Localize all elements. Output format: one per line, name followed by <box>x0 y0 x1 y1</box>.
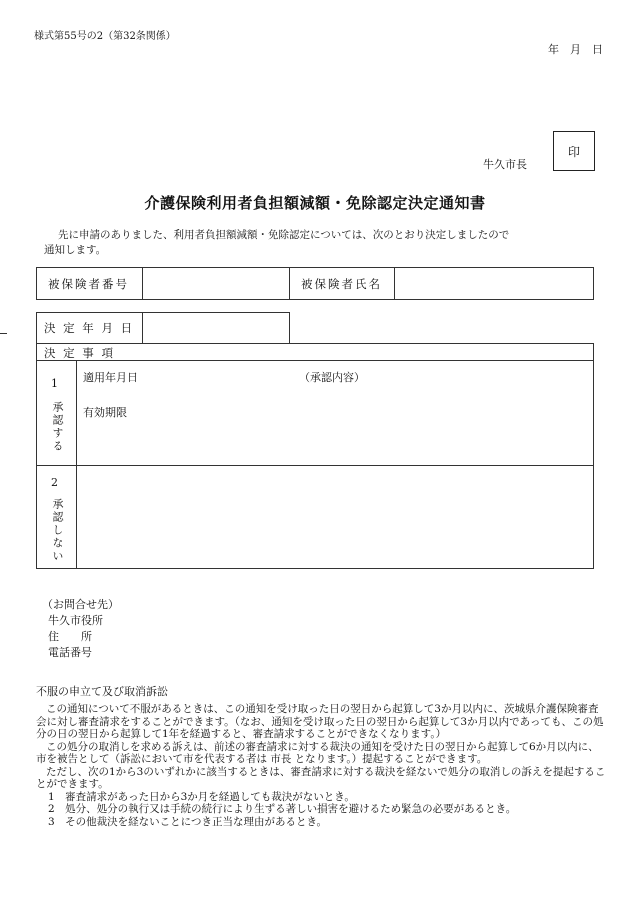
intro-line-2: 通知します。 <box>44 244 107 256</box>
objection-text <box>36 703 608 828</box>
decision-date-label-cell <box>36 312 143 344</box>
reject-label: 承認しない <box>51 498 64 563</box>
approval-content-label: （承認内容） <box>299 371 365 384</box>
date-line: 年 月 日 <box>548 43 603 56</box>
insured-number-label-cell <box>36 267 143 300</box>
objection-para-3: ただし、次の1から3のいずれかに該当するときは、審査請求に対する裁決を経ないで処分の取消しの訴えを提起することができます。 <box>36 765 606 790</box>
insured-name-field[interactable] <box>394 267 594 300</box>
decision-items-label: 決 定 事 項 <box>44 346 115 360</box>
decision-date-field[interactable] <box>142 312 290 344</box>
reject-content-cell[interactable] <box>76 465 594 569</box>
reject-label-cell <box>36 465 77 569</box>
intro-text <box>44 228 604 258</box>
document-title: 介護保険利用者負担額減額・免除認定決定通知書 <box>144 194 486 212</box>
inquiry-heading: （お問合せ先） <box>42 598 119 611</box>
objection-item-2: 2 処分、処分の執行又は手続の続行により生ずる著しい損害を避けるため緊急の必要があるとき。 <box>48 803 517 815</box>
seal-label: 印 <box>567 144 580 159</box>
apply-date-label: 適用年月日 <box>83 371 138 384</box>
objection-title: 不服の申立て及び取消訴訟 <box>36 685 168 698</box>
insured-name-label-cell <box>289 267 395 300</box>
insured-number-label: 被保険者番号 <box>48 277 129 291</box>
objection-item-3: 3 その他裁決を経ないことにつき正当な理由があるとき。 <box>48 815 328 828</box>
objection-para-1: この通知について不服があるときは、この通知を受け取った日の翌日から起算して3か月以内に、茨城県介護保険審査会に対し審査請求をすることができます。（なお、通知を受け取った日の翌日から起算して3か月以内であっても、この処分の日の翌日から起算して1年を経過すると、審査請求することができなくなります。） <box>36 703 604 740</box>
valid-period-label: 有効期限 <box>83 406 127 419</box>
inquiry-address-label: 住 所 <box>48 630 92 643</box>
margin-mark <box>0 333 7 334</box>
objection-item-1: 1 審査請求があった日から3か月を経過しても裁決がないとき。 <box>48 790 355 803</box>
decision-items-header <box>36 343 594 361</box>
approve-number: 1 <box>51 377 58 390</box>
form-number: 様式第55号の2（第32条関係） <box>34 31 176 42</box>
issuer-mayor: 牛久市長 <box>483 158 527 171</box>
approve-content-cell[interactable] <box>76 360 594 466</box>
intro-line-1: 先に申請のありました、利用者負担額減額・免除認定については、次のとおり決定しましたので <box>58 229 510 241</box>
approve-label: 承認する <box>51 401 64 453</box>
approve-label-cell <box>36 360 77 466</box>
inquiry-office: 牛久市役所 <box>48 614 103 627</box>
seal-box <box>553 131 595 171</box>
insured-number-field[interactable] <box>142 267 290 300</box>
insured-name-label: 被保険者氏名 <box>301 277 382 291</box>
inquiry-phone-label: 電話番号 <box>48 646 92 659</box>
reject-number: 2 <box>51 476 58 489</box>
inquiry-block <box>42 597 119 661</box>
objection-para-2: この処分の取消しを求める訴えは、前述の審査請求に対する裁決の通知を受けた日の翌日から起算して6か月以内に、市を被告として（訴訟において市を代表する者は 市長 となります。）提起することができます。 <box>36 740 599 765</box>
decision-date-label: 決 定 年 月 日 <box>44 321 135 335</box>
